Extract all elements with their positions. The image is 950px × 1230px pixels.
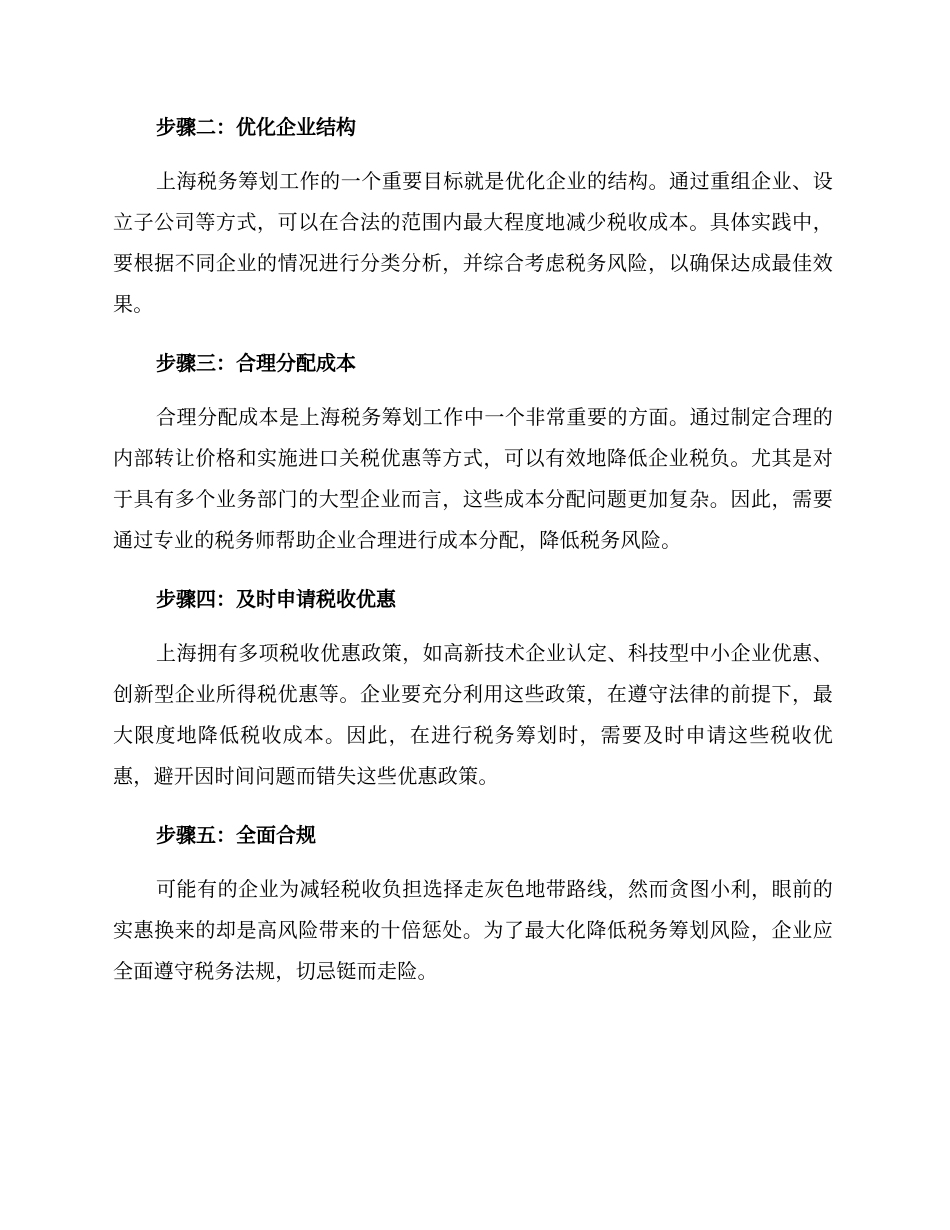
section-heading-step-4: 步骤四：及时申请税收优惠 <box>156 587 396 611</box>
section-body-step-3: 合理分配成本是上海税务筹划工作中一个非常重要的方面。通过制定合理的内部转让价格和实施进口关税优惠等方式，可以有效地降低企业税负。尤其是对于具有多个业务部门的大型企业而言，这些成本分配问题更加复杂。因此，需要通过专业的税务师帮助企业合理进行成本分配，降低税务风险。 <box>113 405 833 552</box>
section-body-step-2: 上海税务筹划工作的一个重要目标就是优化企业的结构。通过重组企业、设立子公司等方式，可以在合法的范围内最大程度地减少税收成本。具体实践中，要根据不同企业的情况进行分类分析，并综合考虑税务风险，以确保达成最佳效果。 <box>113 169 833 316</box>
section-body-step-5: 可能有的企业为减轻税收负担选择走灰色地带路线，然而贪图小利，眼前的实惠换来的却是高风险带来的十倍惩处。为了最大化降低税务筹划风险，企业应全面遵守税务法规，切忌铤而走险。 <box>113 877 833 983</box>
document-content <box>113 107 833 1010</box>
section-body-step-4: 上海拥有多项税收优惠政策，如高新技术企业认定、科技型中小企业优惠、创新型企业所得税优惠等。企业要充分利用这些政策，在遵守法律的前提下，最大限度地降低税收成本。因此，在进行税务筹划时，需要及时申请这些税收优惠，避开因时间问题而错失这些优惠政策。 <box>113 641 833 788</box>
section-heading-step-3: 步骤三：合理分配成本 <box>156 351 356 375</box>
section-heading-step-5: 步骤五：全面合规 <box>156 823 316 847</box>
section-heading-step-2: 步骤二：优化企业结构 <box>156 115 356 139</box>
